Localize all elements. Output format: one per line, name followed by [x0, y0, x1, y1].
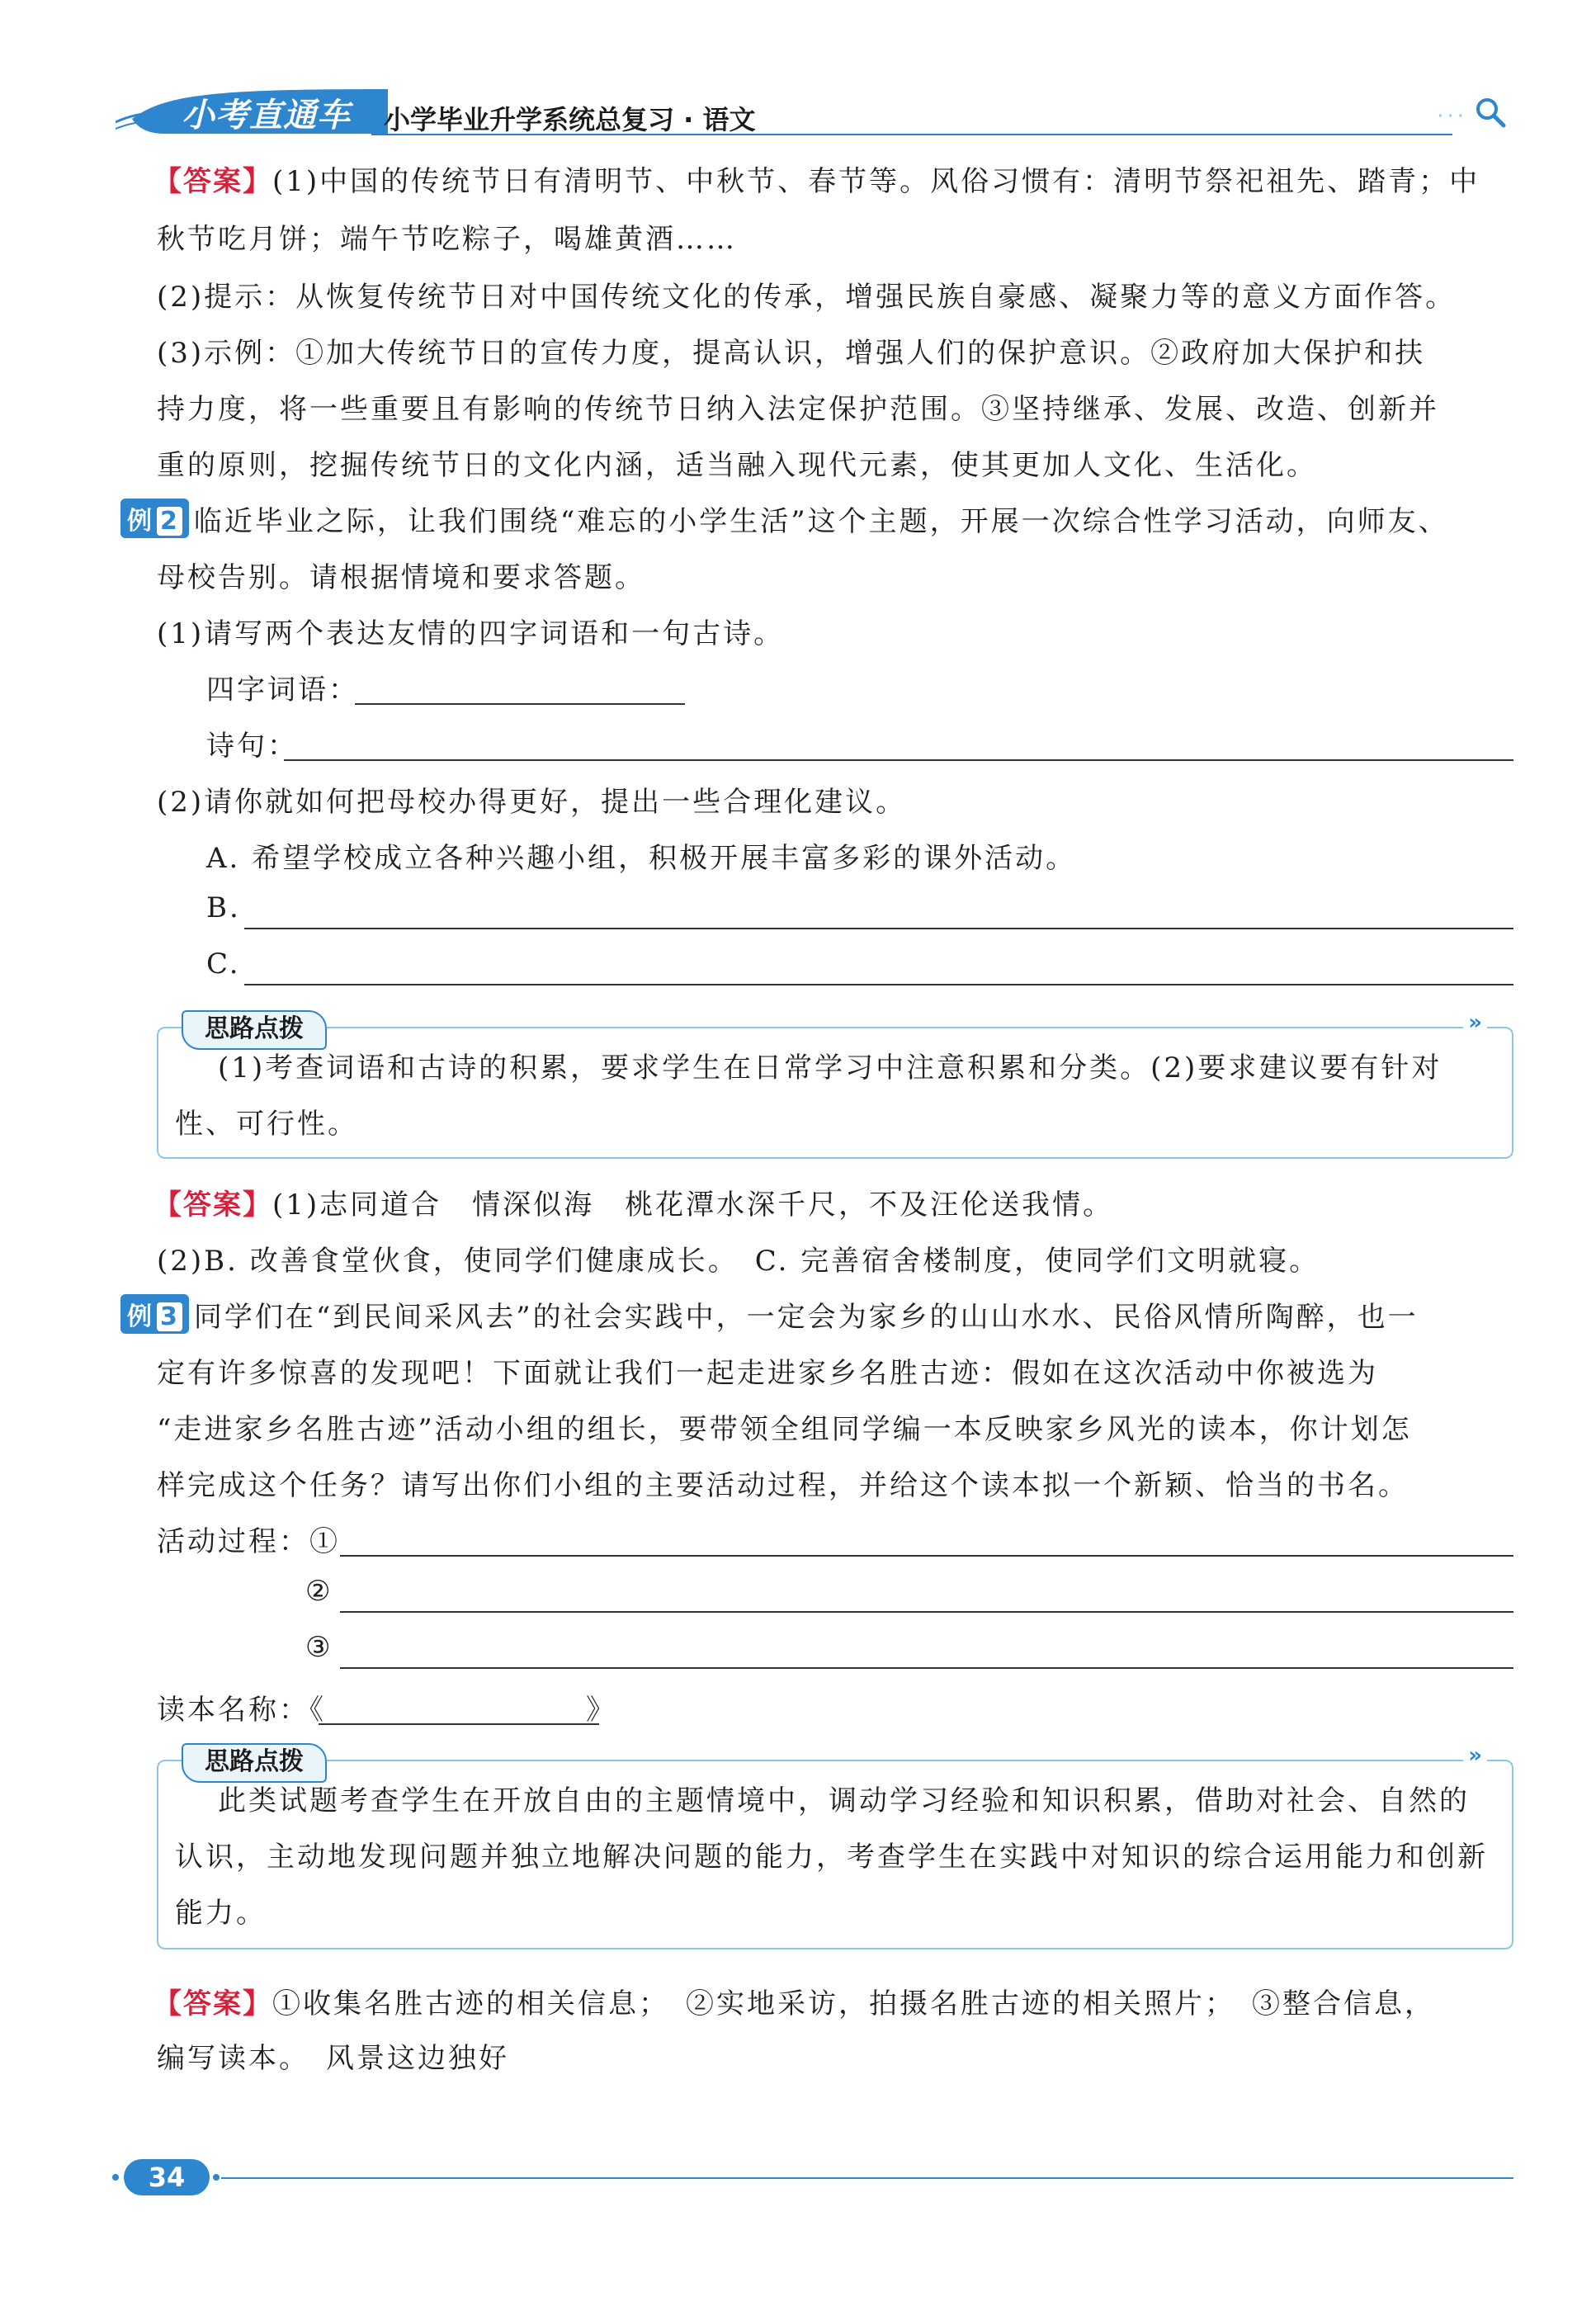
answer-line-5: 持力度，将一些重要且有影响的传统节日纳入法定保护范围。③坚持继承、发展、改造、创新并: [157, 393, 1439, 426]
hint-text: 此类试题考查学生在开放自由的主题情境中，调动学习经验和知识积累，借助对社会、自然的认识，主动地发现问题并独立地解决问题的能力，考查学生在实践中对知识的综合运用能力和创新能力。: [175, 1784, 1488, 1930]
double-chevron-icon: »: [1463, 1743, 1487, 1768]
answer-line-4: (3)示例：①加大传统节日的宣传力度，提高认识，增强人们的保护意识。②政府加大保护和扶: [157, 337, 1426, 370]
logo-text: 小考直通车: [182, 97, 351, 135]
answer-tag: 【答案】: [153, 1987, 272, 2020]
book-name-blank[interactable]: [319, 1723, 599, 1725]
process-blank-2[interactable]: [340, 1611, 1513, 1613]
example-3-question: [120, 1294, 1419, 1335]
process-blank-1[interactable]: [340, 1555, 1513, 1557]
answer-line-3: (2)提示：从恢复传统节日对中国传统文化的传承，增强民族自豪感、凝聚力等的意义方面作答。: [157, 281, 1457, 314]
example-3-answer-2: 编写读本。 风景这边独好: [157, 2042, 509, 2075]
hint-label: 思路点拨: [182, 1743, 327, 1783]
suggestion-a: A. 希望学校成立各种兴趣小组，积极开展丰富多彩的课外活动。: [206, 842, 1077, 875]
answer-tag: 【答案】: [153, 165, 272, 198]
book-name-close: 》: [586, 1694, 616, 1727]
suggestion-b-label: B.: [206, 891, 241, 924]
example-2-answer-1: [153, 1182, 1113, 1222]
dots-decoration: ···: [1437, 104, 1467, 129]
example-3-question-3: “走进家乡名胜古迹”活动小组的组长，要带领全组同学编一本反映家乡风光的读本，你计划怎: [157, 1413, 1412, 1446]
poem-blank[interactable]: [284, 759, 1513, 761]
hint-text: (1)考查词语和古诗的积累，要求学生在日常学习中注意积累和分类。(2)要求建议要有针对性、可行性。: [175, 1052, 1443, 1141]
footer-rule: [221, 2177, 1513, 2179]
answer-line-1: [153, 158, 1480, 199]
sub-question-1: (1)请写两个表达友情的四字词语和一句古诗。: [157, 617, 785, 650]
hint-box-example-3: [157, 1743, 1513, 1949]
example-badge: 例 2: [120, 499, 189, 538]
page-header: [99, 81, 1518, 149]
search-icon: [1472, 94, 1509, 130]
example-2-answer-2: (2)B. 改善食堂伙食，使同学们健康成长。 C. 完善宿舍楼制度，使同学们文明就寝。: [157, 1245, 1320, 1278]
example-3-answer-1: [153, 1981, 1435, 2021]
process-number-2: ②: [305, 1575, 333, 1608]
page-number: 34: [124, 2159, 210, 2195]
answer-text: ①收集名胜古迹的相关信息； ②实地采访，拍摄名胜古迹的相关照片； ③整合信息，: [272, 1987, 1435, 2020]
suggestion-c-label: C.: [206, 948, 241, 981]
words-label: 四字词语：: [206, 673, 359, 707]
suggestion-c-blank[interactable]: [244, 984, 1513, 985]
hint-box-example-2: [157, 1010, 1513, 1159]
answer-line-2: 秋节吃月饼；端午节吃粽子，喝雄黄酒……: [157, 223, 737, 256]
answer-text: (1)志同道合 情深似海 桃花潭水深千尺，不及汪伦送我情。: [272, 1189, 1114, 1222]
example-3-question-2: 定有许多惊喜的发现吧！下面就让我们一起走进家乡名胜古迹：假如在这次活动中你被选为: [157, 1357, 1378, 1390]
process-blank-3[interactable]: [340, 1667, 1513, 1669]
answer-tag: 【答案】: [153, 1189, 272, 1222]
process-number-3: ③: [305, 1631, 333, 1664]
example-2-question-cont: 母校告别。请根据情境和要求答题。: [157, 561, 645, 594]
answer-line-6: 重的原则，挖掘传统节日的文化内涵，适当融入现代元素，使其更加人文化、生活化。: [157, 449, 1317, 482]
process-label: 活动过程：①: [157, 1525, 340, 1558]
sub-question-2: (2)请你就如何把母校办得更好，提出一些合理化建议。: [157, 786, 907, 819]
question-text: 临近毕业之际，让我们围绕“难忘的小学生活”这个主题，开展一次综合性学习活动，向师友、: [193, 505, 1449, 538]
suggestion-b-blank[interactable]: [244, 928, 1513, 929]
poem-label: 诗句：: [206, 730, 298, 763]
book-name-label: 读本名称：《: [157, 1694, 326, 1727]
words-blank[interactable]: [355, 703, 685, 705]
question-text: 同学们在“到民间采风去”的社会实践中，一定会为家乡的山山水水、民俗风情所陶醉，也一: [193, 1301, 1419, 1334]
example-badge: 例 3: [120, 1294, 189, 1334]
header-rule: [371, 134, 1452, 135]
hint-label: 思路点拨: [182, 1010, 327, 1050]
answer-text: (1)中国的传统节日有清明节、中秋节、春节等。风俗习惯有：清明节祭祀祖先、踏青；中: [272, 165, 1480, 198]
example-2-question: [120, 499, 1449, 540]
footer-dot: [213, 2174, 220, 2181]
book-title: 小学毕业升学系统总复习 · 语文: [384, 104, 756, 135]
example-3-question-4: 样完成这个任务？请写出你们小组的主要活动过程，并给这个读本拟一个新颖、恰当的书名。: [157, 1469, 1409, 1502]
double-chevron-icon: »: [1463, 1010, 1487, 1035]
footer-dot: [112, 2174, 119, 2181]
